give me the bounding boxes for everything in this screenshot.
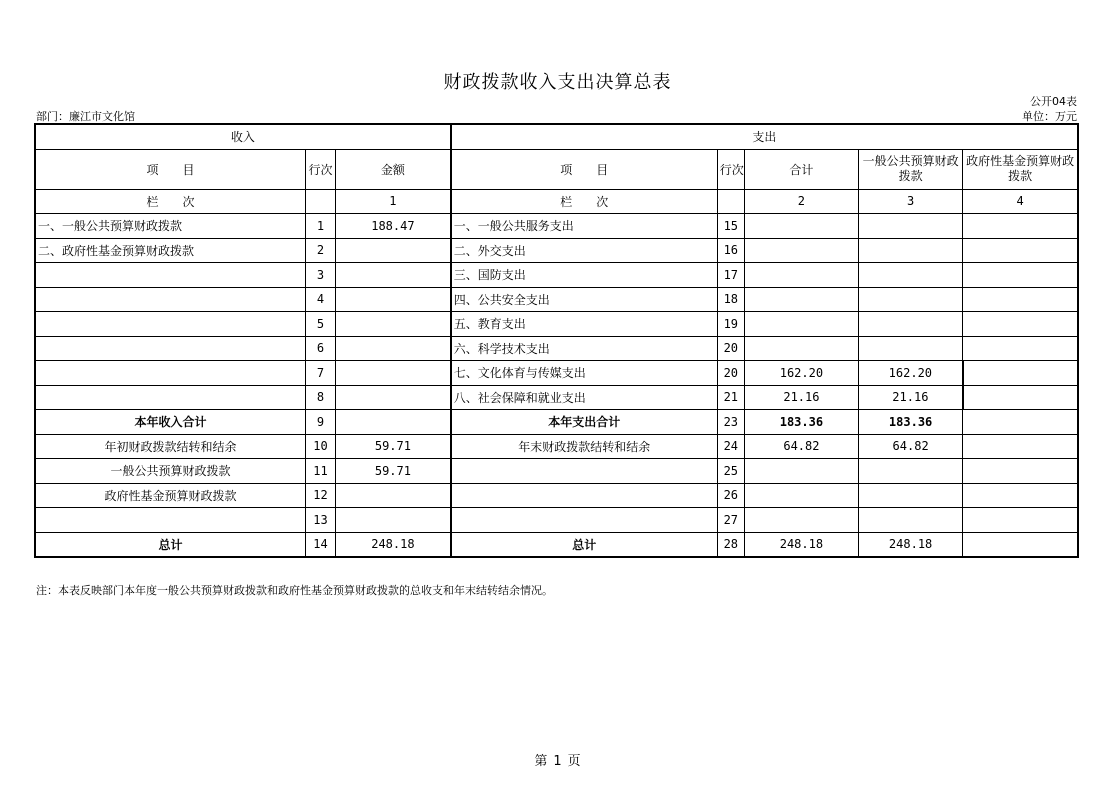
- income-grand-total-label: 总计: [35, 532, 306, 557]
- income-item: [35, 508, 306, 533]
- end-balance-total: 64.82: [744, 434, 858, 459]
- expense-item: 五、教育支出: [451, 312, 718, 337]
- end-balance-general: 64.82: [859, 434, 963, 459]
- column-label: 栏 次: [35, 189, 306, 214]
- expense-row-no: 16: [717, 238, 744, 263]
- column-number-4: 4: [963, 189, 1078, 214]
- expense-fund: [963, 336, 1078, 361]
- income-item: [35, 336, 306, 361]
- expense-item: 四、公共安全支出: [451, 287, 718, 312]
- expense-fund: [963, 385, 1078, 410]
- income-item: [35, 287, 306, 312]
- column-label: 栏 次: [451, 189, 718, 214]
- column-number-3: 3: [859, 189, 963, 214]
- expense-item: [451, 483, 718, 508]
- income-item: 一、一般公共预算财政拨款: [35, 214, 306, 239]
- expense-total: [744, 287, 858, 312]
- begin-general-amount: 59.71: [336, 459, 451, 484]
- expense-row-no: 27: [717, 508, 744, 533]
- income-amount: [336, 287, 451, 312]
- income-row-no: 14: [306, 532, 336, 557]
- expense-total: [744, 459, 858, 484]
- income-row-no: 11: [306, 459, 336, 484]
- general-budget-header: 一般公共预算财政拨款: [859, 149, 963, 189]
- income-amount: [336, 361, 451, 386]
- expense-row-no: 23: [717, 410, 744, 435]
- expense-row-no: 18: [717, 287, 744, 312]
- income-amount: 188.47: [336, 214, 451, 239]
- table-row: [35, 263, 1078, 288]
- income-row-no: 8: [306, 385, 336, 410]
- column-blank: [306, 189, 336, 214]
- table-row: [35, 214, 1078, 239]
- income-item: [35, 312, 306, 337]
- table-row: [35, 336, 1078, 361]
- expense-grand-total-label: 总计: [451, 532, 718, 557]
- income-row-no: 9: [306, 410, 336, 435]
- section-header-row: [35, 124, 1078, 149]
- subtotal-row: [35, 410, 1078, 435]
- end-balance-fund: [963, 434, 1078, 459]
- income-item: [35, 361, 306, 386]
- expense-item: 三、国防支出: [451, 263, 718, 288]
- income-amount: [336, 263, 451, 288]
- begin-fund-amount: [336, 483, 451, 508]
- expense-fund: [963, 238, 1078, 263]
- expense-general-total: 183.36: [859, 410, 963, 435]
- income-item: 二、政府性基金预算财政拨款: [35, 238, 306, 263]
- expense-item: [451, 459, 718, 484]
- column-header-row: [35, 149, 1078, 189]
- expense-row-no: 25: [717, 459, 744, 484]
- expense-fund-total: [963, 410, 1078, 435]
- income-item: [35, 263, 306, 288]
- expense-general: [859, 214, 963, 239]
- expense-total: [744, 263, 858, 288]
- table-row: [35, 508, 1078, 533]
- income-row-no: 7: [306, 361, 336, 386]
- column-number-2: 2: [744, 189, 858, 214]
- table-row: [35, 238, 1078, 263]
- income-section-header: 收入: [35, 124, 451, 149]
- report-title: 财政拨款收入支出决算总表: [443, 72, 672, 93]
- expense-grand-total-amount: 248.18: [744, 532, 858, 557]
- expense-general: 21.16: [859, 385, 963, 410]
- income-row-no: 10: [306, 434, 336, 459]
- expense-row-no: 26: [717, 483, 744, 508]
- table-row: [35, 483, 1078, 508]
- end-balance-label: 年末财政拨款结转和结余: [451, 434, 718, 459]
- expense-row-no-header: 行次: [717, 149, 744, 189]
- expense-row-no: 19: [717, 312, 744, 337]
- balance-row: [35, 434, 1078, 459]
- expense-item: 二、外交支出: [451, 238, 718, 263]
- expense-row-no: 28: [717, 532, 744, 557]
- income-row-no: 4: [306, 287, 336, 312]
- expense-section-header: 支出: [451, 124, 1078, 149]
- expense-fund: [963, 361, 1078, 386]
- unit-label: 单位：万元: [1022, 110, 1077, 123]
- department-label: 部门：廉江市文化馆: [36, 110, 135, 123]
- expense-total-header: 合计: [744, 149, 858, 189]
- income-row-no: 2: [306, 238, 336, 263]
- income-item: [35, 385, 306, 410]
- page-suffix: 页: [567, 754, 581, 769]
- expense-item: 八、社会保障和就业支出: [451, 385, 718, 410]
- expense-general: [859, 263, 963, 288]
- expense-general: 162.20: [859, 361, 963, 386]
- expense-general: [859, 459, 963, 484]
- expense-general: [859, 312, 963, 337]
- income-total-label: 本年收入合计: [35, 410, 306, 435]
- income-item-header: 项 目: [35, 149, 306, 189]
- income-row-no: 3: [306, 263, 336, 288]
- page-indicator: [0, 750, 1115, 769]
- expense-grand-fund: [963, 532, 1078, 557]
- begin-balance-label: 年初财政拨款结转和结余: [35, 434, 306, 459]
- income-grand-total-amount: 248.18: [336, 532, 451, 557]
- table-note: 注：本表反映部门本年度一般公共预算财政拨款和政府性基金预算财政拨款的总收支和年末结转结余情况。: [36, 584, 553, 597]
- fund-budget-header: 政府性基金预算财政拨款: [963, 149, 1078, 189]
- expense-item: 六、科学技术支出: [451, 336, 718, 361]
- income-row-no: 12: [306, 483, 336, 508]
- column-number-row: [35, 189, 1078, 214]
- expense-total-amount: 183.36: [744, 410, 858, 435]
- fiscal-summary-table: [34, 123, 1079, 558]
- form-number: 公开04表: [1030, 95, 1077, 108]
- income-row-no: 1: [306, 214, 336, 239]
- expense-total: [744, 483, 858, 508]
- expense-total: 21.16: [744, 385, 858, 410]
- expense-general: [859, 287, 963, 312]
- income-row-no: 6: [306, 336, 336, 361]
- expense-item: 一、一般公共服务支出: [451, 214, 718, 239]
- begin-general-label: 一般公共预算财政拨款: [35, 459, 306, 484]
- expense-general: [859, 483, 963, 508]
- expense-general: [859, 508, 963, 533]
- page-number: 1: [553, 754, 562, 769]
- page-prefix: 第: [534, 754, 548, 769]
- income-amount-header: 金额: [336, 149, 451, 189]
- expense-total: [744, 238, 858, 263]
- income-row-no-header: 行次: [306, 149, 336, 189]
- table-row: [35, 287, 1078, 312]
- expense-row-no: 15: [717, 214, 744, 239]
- table-row: [35, 312, 1078, 337]
- expense-row-no: 17: [717, 263, 744, 288]
- expense-total-label: 本年支出合计: [451, 410, 718, 435]
- expense-total: [744, 336, 858, 361]
- grand-total-row: [35, 532, 1078, 557]
- expense-row-no: 20: [717, 361, 744, 386]
- income-amount: [336, 312, 451, 337]
- expense-total: 162.20: [744, 361, 858, 386]
- expense-fund: [963, 312, 1078, 337]
- table-row: [35, 385, 1078, 410]
- income-total-amount: [336, 410, 451, 435]
- begin-balance-amount: 59.71: [336, 434, 451, 459]
- expense-fund: [963, 287, 1078, 312]
- expense-general: [859, 238, 963, 263]
- income-amount: [336, 238, 451, 263]
- expense-fund: [963, 263, 1078, 288]
- expense-fund: [963, 214, 1078, 239]
- expense-fund: [963, 483, 1078, 508]
- income-row-no: 13: [306, 508, 336, 533]
- income-amount: [336, 385, 451, 410]
- income-amount: [336, 508, 451, 533]
- column-number-1: 1: [336, 189, 451, 214]
- expense-row-no: 24: [717, 434, 744, 459]
- begin-fund-label: 政府性基金预算财政拨款: [35, 483, 306, 508]
- expense-item: 七、文化体育与传媒支出: [451, 361, 718, 386]
- income-row-no: 5: [306, 312, 336, 337]
- expense-total: [744, 312, 858, 337]
- column-blank: [717, 189, 744, 214]
- expense-fund: [963, 459, 1078, 484]
- expense-general: [859, 336, 963, 361]
- table-row: [35, 459, 1078, 484]
- table-row: [35, 361, 1078, 386]
- expense-grand-general: 248.18: [859, 532, 963, 557]
- expense-total: [744, 508, 858, 533]
- expense-item-header: 项 目: [451, 149, 718, 189]
- expense-row-no: 20: [717, 336, 744, 361]
- expense-item: [451, 508, 718, 533]
- expense-fund: [963, 508, 1078, 533]
- income-amount: [336, 336, 451, 361]
- expense-total: [744, 214, 858, 239]
- expense-row-no: 21: [717, 385, 744, 410]
